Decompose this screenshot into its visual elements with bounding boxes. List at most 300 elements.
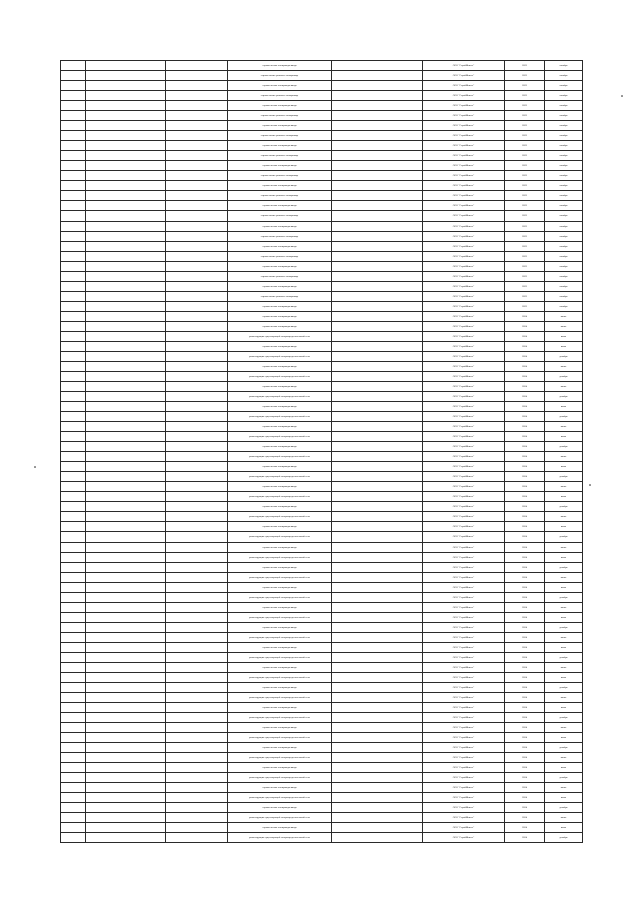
row-number	[61, 652, 86, 662]
village-cell	[166, 371, 228, 381]
district-cell	[86, 452, 166, 462]
work-type-cell: строительство газопровода-ввода	[228, 422, 332, 432]
contractor-cell: ООО "СтройИнвест"	[423, 382, 505, 392]
district-cell	[86, 191, 166, 201]
contractor-cell: ООО "СтройИнвест"	[423, 321, 505, 331]
address-cell	[332, 652, 423, 662]
village-cell	[166, 81, 228, 91]
row-number	[61, 723, 86, 733]
month-cell: июнь	[545, 321, 583, 331]
village-cell	[166, 522, 228, 532]
village-cell	[166, 682, 228, 692]
contractor-cell: ООО "СтройИнвест"	[423, 331, 505, 341]
table-row	[61, 592, 583, 602]
village-cell	[166, 361, 228, 371]
month-cell: июль	[545, 552, 583, 562]
row-number	[61, 61, 86, 71]
table-row	[61, 642, 583, 652]
work-type-cell: реконструкция существующей газораспределительной сети	[228, 432, 332, 442]
table-row	[61, 412, 583, 422]
address-cell	[332, 101, 423, 111]
district-cell	[86, 502, 166, 512]
month-cell: июль	[545, 492, 583, 502]
row-number	[61, 482, 86, 492]
address-cell	[332, 572, 423, 582]
contractor-cell: ООО "СтройИнвест"	[423, 763, 505, 773]
work-type-cell: строительство газопровода-ввода	[228, 642, 332, 652]
contractor-cell: ООО "СтройИнвест"	[423, 231, 505, 241]
address-cell	[332, 361, 423, 371]
district-cell	[86, 442, 166, 452]
row-number	[61, 331, 86, 341]
work-type-cell: строительство газопровода-ввода	[228, 723, 332, 733]
table-row	[61, 131, 583, 141]
work-type-cell: реконструкция существующей газораспределительной сети	[228, 412, 332, 422]
address-cell	[332, 171, 423, 181]
table-row	[61, 682, 583, 692]
village-cell	[166, 763, 228, 773]
table-row	[61, 692, 583, 702]
work-type-cell: строительство уличного газопровода	[228, 91, 332, 101]
contractor-cell: ООО "СтройИнвест"	[423, 502, 505, 512]
contractor-cell: ООО "СтройИнвест"	[423, 181, 505, 191]
month-cell: июнь	[545, 723, 583, 733]
row-number	[61, 532, 86, 542]
district-cell	[86, 723, 166, 733]
contractor-cell: ООО "СтройИнвест"	[423, 733, 505, 743]
contractor-cell: ООО "СтройИнвест"	[423, 692, 505, 702]
address-cell	[332, 783, 423, 793]
year-cell: 2024	[505, 382, 545, 392]
work-type-cell: строительство газопровода-ввода	[228, 301, 332, 311]
table-row	[61, 612, 583, 622]
scan-speck	[589, 484, 591, 486]
work-type-cell: реконструкция существующей газораспределительной сети	[228, 692, 332, 702]
address-cell	[332, 281, 423, 291]
contractor-cell: ООО "СтройИнвест"	[423, 291, 505, 301]
district-cell	[86, 271, 166, 281]
table-row	[61, 422, 583, 432]
row-number	[61, 111, 86, 121]
village-cell	[166, 813, 228, 823]
register-body	[61, 61, 583, 843]
work-type-cell: реконструкция существующей газораспределительной сети	[228, 452, 332, 462]
district-cell	[86, 692, 166, 702]
address-cell	[332, 492, 423, 502]
contractor-cell: ООО "СтройИнвест"	[423, 351, 505, 361]
year-cell: 2023	[505, 171, 545, 181]
contractor-cell: ООО "СтройИнвест"	[423, 773, 505, 783]
year-cell: 2023	[505, 121, 545, 131]
contractor-cell: ООО "СтройИнвест"	[423, 412, 505, 422]
address-cell	[332, 622, 423, 632]
village-cell	[166, 642, 228, 652]
work-type-cell: строительство уличного газопровода	[228, 291, 332, 301]
contractor-cell: ООО "СтройИнвест"	[423, 361, 505, 371]
work-type-cell: реконструкция существующей газораспределительной сети	[228, 833, 332, 843]
row-number	[61, 361, 86, 371]
work-type-cell: реконструкция существующей газораспределительной сети	[228, 753, 332, 763]
village-cell	[166, 452, 228, 462]
work-type-cell: строительство газопровода-ввода	[228, 101, 332, 111]
contractor-cell: ООО "СтройИнвест"	[423, 813, 505, 823]
district-cell	[86, 251, 166, 261]
contractor-cell: ООО "СтройИнвест"	[423, 241, 505, 251]
row-number	[61, 251, 86, 261]
month-cell: июнь	[545, 542, 583, 552]
contractor-cell: ООО "СтройИнвест"	[423, 191, 505, 201]
address-cell	[332, 422, 423, 432]
year-cell: 2024	[505, 492, 545, 502]
contractor-cell: ООО "СтройИнвест"	[423, 101, 505, 111]
work-type-cell: реконструкция существующей газораспределительной сети	[228, 632, 332, 642]
table-row	[61, 361, 583, 371]
address-cell	[332, 231, 423, 241]
year-cell: 2023	[505, 201, 545, 211]
contractor-cell: ООО "СтройИнвест"	[423, 301, 505, 311]
district-cell	[86, 311, 166, 321]
address-cell	[332, 331, 423, 341]
work-type-cell: реконструкция существующей газораспределительной сети	[228, 351, 332, 361]
year-cell: 2024	[505, 552, 545, 562]
address-cell	[332, 642, 423, 652]
month-cell: декабрь	[545, 622, 583, 632]
table-row	[61, 462, 583, 472]
month-cell: октябрь	[545, 251, 583, 261]
work-type-cell: реконструкция существующей газораспределительной сети	[228, 793, 332, 803]
work-type-cell: строительство газопровода-ввода	[228, 121, 332, 131]
year-cell: 2024	[505, 662, 545, 672]
contractor-cell: ООО "СтройИнвест"	[423, 672, 505, 682]
contractor-cell: ООО "СтройИнвест"	[423, 201, 505, 211]
village-cell	[166, 723, 228, 733]
village-cell	[166, 672, 228, 682]
work-type-cell: строительство уличного газопровода	[228, 251, 332, 261]
month-cell: октябрь	[545, 211, 583, 221]
year-cell: 2024	[505, 733, 545, 743]
district-cell	[86, 552, 166, 562]
month-cell: июль	[545, 341, 583, 351]
table-row	[61, 652, 583, 662]
district-cell	[86, 713, 166, 723]
address-cell	[332, 743, 423, 753]
year-cell: 2024	[505, 773, 545, 783]
village-cell	[166, 823, 228, 833]
village-cell	[166, 833, 228, 843]
table-row	[61, 753, 583, 763]
contractor-cell: ООО "СтройИнвест"	[423, 703, 505, 713]
month-cell: июнь	[545, 422, 583, 432]
contractor-cell: ООО "СтройИнвест"	[423, 131, 505, 141]
table-row	[61, 432, 583, 442]
year-cell: 2023	[505, 231, 545, 241]
year-cell: 2024	[505, 351, 545, 361]
work-type-cell: реконструкция существующей газораспределительной сети	[228, 672, 332, 682]
table-row	[61, 281, 583, 291]
district-cell	[86, 672, 166, 682]
address-cell	[332, 261, 423, 271]
row-number	[61, 703, 86, 713]
contractor-cell: ООО "СтройИнвест"	[423, 492, 505, 502]
village-cell	[166, 161, 228, 171]
contractor-cell: ООО "СтройИнвест"	[423, 111, 505, 121]
table-row	[61, 301, 583, 311]
district-cell	[86, 71, 166, 81]
district-cell	[86, 492, 166, 502]
row-number	[61, 472, 86, 482]
address-cell	[332, 532, 423, 542]
row-number	[61, 462, 86, 472]
address-cell	[332, 632, 423, 642]
row-number	[61, 692, 86, 702]
contractor-cell: ООО "СтройИнвест"	[423, 482, 505, 492]
work-type-cell: строительство газопровода-ввода	[228, 763, 332, 773]
row-number	[61, 592, 86, 602]
month-cell: декабрь	[545, 392, 583, 402]
work-type-cell: реконструкция существующей газораспределительной сети	[228, 813, 332, 823]
year-cell: 2024	[505, 341, 545, 351]
work-type-cell: строительство газопровода-ввода	[228, 201, 332, 211]
row-number	[61, 502, 86, 512]
district-cell	[86, 562, 166, 572]
table-row	[61, 582, 583, 592]
table-row	[61, 823, 583, 833]
district-cell	[86, 91, 166, 101]
month-cell: октябрь	[545, 231, 583, 241]
district-cell	[86, 121, 166, 131]
month-cell: июль	[545, 462, 583, 472]
year-cell: 2023	[505, 61, 545, 71]
district-cell	[86, 813, 166, 823]
month-cell: октябрь	[545, 121, 583, 131]
row-number	[61, 171, 86, 181]
month-cell: июнь	[545, 572, 583, 582]
address-cell	[332, 121, 423, 131]
village-cell	[166, 753, 228, 763]
contractor-cell: ООО "СтройИнвест"	[423, 211, 505, 221]
table-row	[61, 181, 583, 191]
month-cell: декабрь	[545, 833, 583, 843]
month-cell: июль	[545, 672, 583, 682]
table-row	[61, 231, 583, 241]
district-cell	[86, 793, 166, 803]
village-cell	[166, 733, 228, 743]
work-type-cell: строительство газопровода-ввода	[228, 783, 332, 793]
row-number	[61, 271, 86, 281]
table-row	[61, 382, 583, 392]
table-row	[61, 191, 583, 201]
work-type-cell: реконструкция существующей газораспределительной сети	[228, 592, 332, 602]
year-cell: 2024	[505, 442, 545, 452]
district-cell	[86, 662, 166, 672]
village-cell	[166, 241, 228, 251]
row-number	[61, 823, 86, 833]
district-cell	[86, 632, 166, 642]
contractor-cell: ООО "СтройИнвест"	[423, 311, 505, 321]
village-cell	[166, 662, 228, 672]
row-number	[61, 522, 86, 532]
month-cell: июнь	[545, 311, 583, 321]
address-cell	[332, 221, 423, 231]
year-cell: 2023	[505, 271, 545, 281]
table-row	[61, 321, 583, 331]
contractor-cell: ООО "СтройИнвест"	[423, 803, 505, 813]
month-cell: июнь	[545, 512, 583, 522]
work-type-cell: строительство уличного газопровода	[228, 271, 332, 281]
village-cell	[166, 773, 228, 783]
table-row	[61, 703, 583, 713]
district-cell	[86, 382, 166, 392]
village-cell	[166, 602, 228, 612]
address-cell	[332, 442, 423, 452]
table-row	[61, 201, 583, 211]
month-cell: декабрь	[545, 371, 583, 381]
month-cell: октябрь	[545, 131, 583, 141]
year-cell: 2023	[505, 71, 545, 81]
contractor-cell: ООО "СтройИнвест"	[423, 261, 505, 271]
year-cell: 2024	[505, 783, 545, 793]
month-cell: июль	[545, 402, 583, 412]
month-cell: октябрь	[545, 91, 583, 101]
year-cell: 2023	[505, 291, 545, 301]
address-cell	[332, 512, 423, 522]
address-cell	[332, 713, 423, 723]
table-row	[61, 773, 583, 783]
year-cell: 2023	[505, 131, 545, 141]
table-row	[61, 723, 583, 733]
contractor-cell: ООО "СтройИнвест"	[423, 402, 505, 412]
district-cell	[86, 542, 166, 552]
work-type-cell: строительство газопровода-ввода	[228, 462, 332, 472]
work-type-cell: реконструкция существующей газораспределительной сети	[228, 733, 332, 743]
table-row	[61, 371, 583, 381]
work-type-cell: строительство газопровода-ввода	[228, 382, 332, 392]
year-cell: 2024	[505, 632, 545, 642]
work-type-cell: строительство газопровода-ввода	[228, 662, 332, 672]
work-type-cell: строительство газопровода-ввода	[228, 562, 332, 572]
year-cell: 2024	[505, 793, 545, 803]
contractor-cell: ООО "СтройИнвест"	[423, 161, 505, 171]
contractor-cell: ООО "СтройИнвест"	[423, 442, 505, 452]
year-cell: 2024	[505, 833, 545, 843]
district-cell	[86, 773, 166, 783]
district-cell	[86, 321, 166, 331]
district-cell	[86, 602, 166, 612]
contractor-cell: ООО "СтройИнвест"	[423, 723, 505, 733]
district-cell	[86, 341, 166, 351]
village-cell	[166, 191, 228, 201]
contractor-cell: ООО "СтройИнвест"	[423, 793, 505, 803]
year-cell: 2024	[505, 763, 545, 773]
row-number	[61, 733, 86, 743]
year-cell: 2024	[505, 452, 545, 462]
address-cell	[332, 703, 423, 713]
work-type-cell: строительство уличного газопровода	[228, 211, 332, 221]
table-row	[61, 121, 583, 131]
year-cell: 2023	[505, 101, 545, 111]
year-cell: 2023	[505, 261, 545, 271]
work-type-cell: реконструкция существующей газораспределительной сети	[228, 572, 332, 582]
village-cell	[166, 61, 228, 71]
register-table	[60, 60, 583, 843]
work-type-cell: строительство газопровода-ввода	[228, 522, 332, 532]
district-cell	[86, 482, 166, 492]
district-cell	[86, 703, 166, 713]
table-row	[61, 402, 583, 412]
month-cell: июль	[545, 522, 583, 532]
contractor-cell: ООО "СтройИнвест"	[423, 753, 505, 763]
district-cell	[86, 462, 166, 472]
year-cell: 2024	[505, 412, 545, 422]
address-cell	[332, 682, 423, 692]
work-type-cell: строительство газопровода-ввода	[228, 241, 332, 251]
year-cell: 2023	[505, 251, 545, 261]
year-cell: 2024	[505, 753, 545, 763]
row-number	[61, 101, 86, 111]
village-cell	[166, 301, 228, 311]
contractor-cell: ООО "СтройИнвест"	[423, 562, 505, 572]
district-cell	[86, 201, 166, 211]
row-number	[61, 562, 86, 572]
village-cell	[166, 512, 228, 522]
work-type-cell: строительство газопровода-ввода	[228, 442, 332, 452]
address-cell	[332, 733, 423, 743]
work-type-cell: строительство газопровода-ввода	[228, 402, 332, 412]
month-cell: декабрь	[545, 773, 583, 783]
address-cell	[332, 251, 423, 261]
month-cell: июль	[545, 733, 583, 743]
village-cell	[166, 492, 228, 502]
address-cell	[332, 382, 423, 392]
table-row	[61, 71, 583, 81]
year-cell: 2023	[505, 161, 545, 171]
address-cell	[332, 482, 423, 492]
row-number	[61, 632, 86, 642]
village-cell	[166, 462, 228, 472]
contractor-cell: ООО "СтройИнвест"	[423, 341, 505, 351]
contractor-cell: ООО "СтройИнвест"	[423, 462, 505, 472]
year-cell: 2023	[505, 221, 545, 231]
address-cell	[332, 201, 423, 211]
work-type-cell: строительство газопровода-ввода	[228, 281, 332, 291]
contractor-cell: ООО "СтройИнвест"	[423, 612, 505, 622]
month-cell: июль	[545, 432, 583, 442]
year-cell: 2024	[505, 331, 545, 341]
work-type-cell: строительство газопровода-ввода	[228, 321, 332, 331]
address-cell	[332, 311, 423, 321]
year-cell: 2024	[505, 422, 545, 432]
address-cell	[332, 341, 423, 351]
address-cell	[332, 793, 423, 803]
table-row	[61, 502, 583, 512]
row-number	[61, 492, 86, 502]
district-cell	[86, 291, 166, 301]
work-type-cell: реконструкция существующей газораспределительной сети	[228, 512, 332, 522]
address-cell	[332, 542, 423, 552]
month-cell: июль	[545, 331, 583, 341]
address-cell	[332, 392, 423, 402]
table-row	[61, 632, 583, 642]
year-cell: 2024	[505, 512, 545, 522]
table-row	[61, 111, 583, 121]
row-number	[61, 141, 86, 151]
village-cell	[166, 211, 228, 221]
work-type-cell: реконструкция существующей газораспределительной сети	[228, 773, 332, 783]
village-cell	[166, 412, 228, 422]
district-cell	[86, 151, 166, 161]
address-cell	[332, 111, 423, 121]
address-cell	[332, 151, 423, 161]
